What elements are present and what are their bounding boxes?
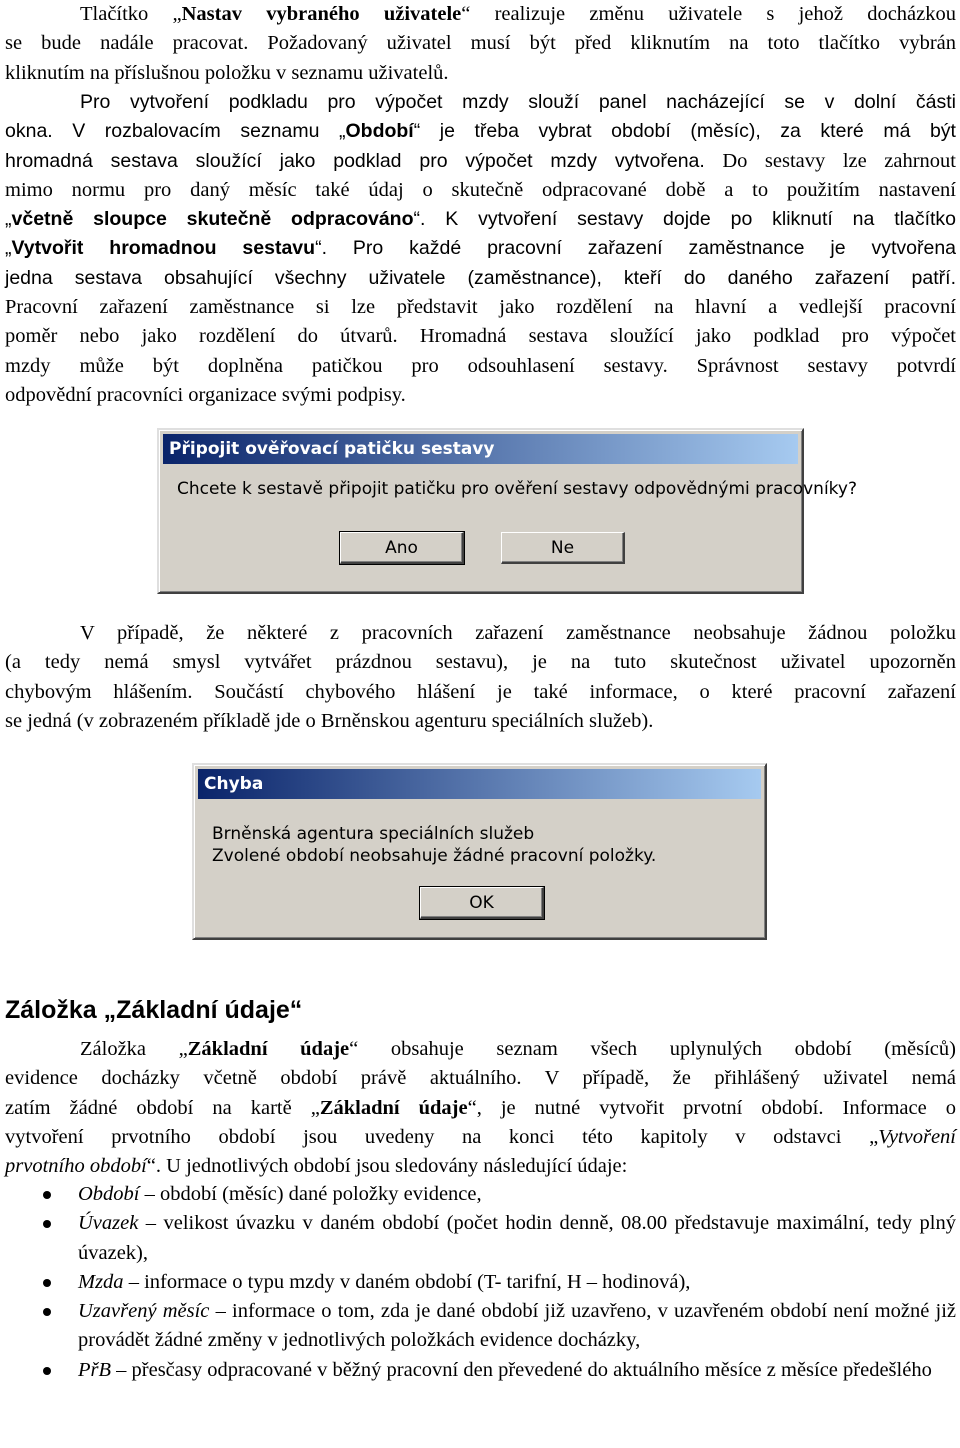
report-line-11: odpovědní pracovníci organizace svými podpisy.	[5, 383, 406, 406]
basic-data-paragraph	[5, 1035, 956, 1181]
field-term: Mzda	[78, 1270, 124, 1293]
field-description: – velikost úvazku v daném období (počet hodin denně, 08.00 představuje maximální, tedy plný úvazek),	[78, 1212, 956, 1264]
error-line-4: se jedná (v zobrazeném příkladě jde o Brněnskou agenturu speciálních služeb).	[5, 709, 654, 732]
text-run: “. K vytvoření sestavy dojde po kliknutí na tlačítko	[413, 208, 956, 231]
section-ref: Vytvoření	[878, 1125, 956, 1148]
text-run: hromadná sestava sloužící jako podklad pro výpočet mzdy vytvořena.	[5, 149, 705, 172]
report-line-5	[5, 205, 956, 234]
field-term: Uzavřený měsíc	[78, 1300, 210, 1323]
report-line-8: Pracovní zařazení zaměstnance si lze představit jako rozdělení na hlavní a vedlejší pracovní	[5, 296, 956, 319]
field-term: PřB	[78, 1358, 112, 1381]
list-item	[0, 1297, 956, 1356]
field-description: – informace o typu mzdy v daném období (T- tarifní, H – hodinová),	[123, 1270, 691, 1293]
list-item	[0, 1209, 956, 1268]
text-run: Záložka „	[80, 1038, 188, 1060]
field-term: Úvazek	[78, 1212, 139, 1235]
text-run: okna. V rozbalovacím seznamu „	[5, 120, 346, 143]
basic-line-4	[5, 1123, 956, 1152]
error-line-message: Zvolené období neobsahuje žádné pracovní položky.	[212, 846, 657, 866]
intro-paragraph	[5, 0, 956, 88]
section-ref: prvotního období	[5, 1155, 147, 1178]
intro-line-2: se bude nadále pracovat. Požadovaný uživatel musí být před kliknutím na toto tlačítko vybrán	[5, 32, 956, 55]
tab-name: Základní údaje	[187, 1038, 350, 1060]
dialog-title: Chyba	[198, 769, 761, 799]
yes-button[interactable]: Ano	[340, 532, 464, 564]
dialog-message: Chcete k sestavě připojit patičku pro ověření sestavy odpovědnými pracovníky?	[177, 479, 857, 499]
text-run: “. U jednotlivých období jsou sledovány následující údaje:	[146, 1155, 628, 1178]
report-paragraph	[5, 88, 956, 410]
report-line-1: Pro vytvoření podkladu pro výpočet mzdy slouží panel nacházející se v dolní části	[80, 91, 956, 113]
error-paragraph	[5, 619, 956, 736]
field-description: – informace o tom, zda je dané období již uzavřeno, v uzavřeném období není možné již provádět žádné změny v jednotlivých položkách evidence docházky,	[78, 1300, 957, 1352]
no-button[interactable]: Ne	[501, 532, 625, 564]
list-item	[0, 1180, 956, 1209]
report-line-3	[5, 147, 956, 176]
text-run: Do sestavy lze zahrnout	[704, 149, 956, 172]
intro-line-1	[5, 0, 956, 29]
footer-confirm-dialog	[157, 428, 857, 594]
ok-button[interactable]: OK	[420, 887, 544, 919]
section-heading: Záložka „Základní údaje“	[5, 996, 303, 1024]
report-line-6	[5, 234, 956, 263]
setting-name: včetně sloupce skutečně odpracováno	[11, 208, 414, 231]
basic-line-1	[5, 1035, 956, 1064]
tab-name: Základní údaje	[319, 1096, 468, 1119]
field-list	[0, 1180, 956, 1385]
basic-line-3	[5, 1094, 956, 1123]
report-line-2	[5, 117, 956, 146]
error-dialog	[192, 763, 767, 940]
basic-line-5	[5, 1152, 956, 1181]
bullet-icon	[43, 1308, 51, 1316]
bullet-icon	[43, 1220, 51, 1228]
field-description: – přesčasy odpracované v běžný pracovní den převedené do aktuálního měsíce z měsíce předešlého	[111, 1358, 932, 1381]
bullet-icon	[43, 1367, 51, 1375]
bullet-icon	[43, 1279, 51, 1287]
error-line-2: (a tedy nemá smysl vytvářet prázdnou sestavu), je na tuto skutečnost uživatel upozorněn	[5, 651, 956, 674]
text-run: “. Pro každé pracovní zařazení zaměstnance je vytvořena	[315, 237, 957, 260]
error-line-3: chybovým hlášením. Součástí chybového hlášení je také informace, o které pracovní zařazení	[5, 680, 956, 703]
text-run: „	[5, 208, 12, 231]
field-term: Období	[78, 1183, 140, 1205]
error-line-1: V případě, že některé z pracovních zařazení zaměstnance neobsahuje žádnou položku	[80, 622, 956, 644]
error-line-agency: Brněnská agentura speciálních služeb	[212, 824, 535, 844]
text-run: „	[5, 237, 12, 260]
text-run: Tlačítko „	[80, 3, 182, 25]
dialog-title: Připojit ověřovací patičku sestavy	[163, 434, 798, 464]
report-line-7: jedna sestava obsahující všechny uživatele (zaměstnance), kteří do daného zařazení patří.	[5, 266, 956, 289]
text-run: vytvoření prvotního období jsou uvedeny na konci této kapitoly v odstavci „	[5, 1125, 879, 1148]
text-run: “ realizuje změnu uživatele s jehož docházkou	[461, 3, 957, 25]
report-line-9: poměr nebo jako rozdělení do útvarů. Hromadná sestava sloužící jako podklad pro výpočet	[5, 325, 956, 348]
report-line-10: mzdy může být doplněna patičkou pro odsouhlasení sestavy. Správnost sestavy potvrdí	[5, 354, 956, 377]
list-item	[0, 1268, 956, 1297]
basic-line-2: evidence docházky včetně období právě aktuálního. V případě, že přihlášený uživatel nemá	[5, 1067, 956, 1090]
field-description: – období (měsíc) dané položky evidence,	[139, 1183, 482, 1205]
intro-line-3: kliknutím na příslušnou položku v seznamu uživatelů.	[5, 61, 449, 84]
text-run: zatím žádné období na kartě „	[5, 1096, 320, 1119]
text-run: “, je nutné vytvořit prvotní období. Informace o	[467, 1096, 956, 1119]
field-name-obdobi: Období	[345, 120, 414, 143]
text-run: “ je třeba vybrat období (měsíc), za které má být	[413, 120, 956, 143]
report-line-4: mimo normu pro daný měsíc také údaj o skutečně odpracované době a to použitím nastavení	[5, 178, 956, 201]
bullet-icon	[43, 1191, 51, 1199]
button-name-nastav: Nastav vybraného uživatele	[181, 3, 462, 25]
text-run: “ obsahuje seznam všech uplynulých období (měsíců)	[349, 1038, 956, 1060]
button-name-vytvorit: Vytvořit hromadnou sestavu	[11, 237, 316, 260]
list-item	[0, 1356, 956, 1385]
